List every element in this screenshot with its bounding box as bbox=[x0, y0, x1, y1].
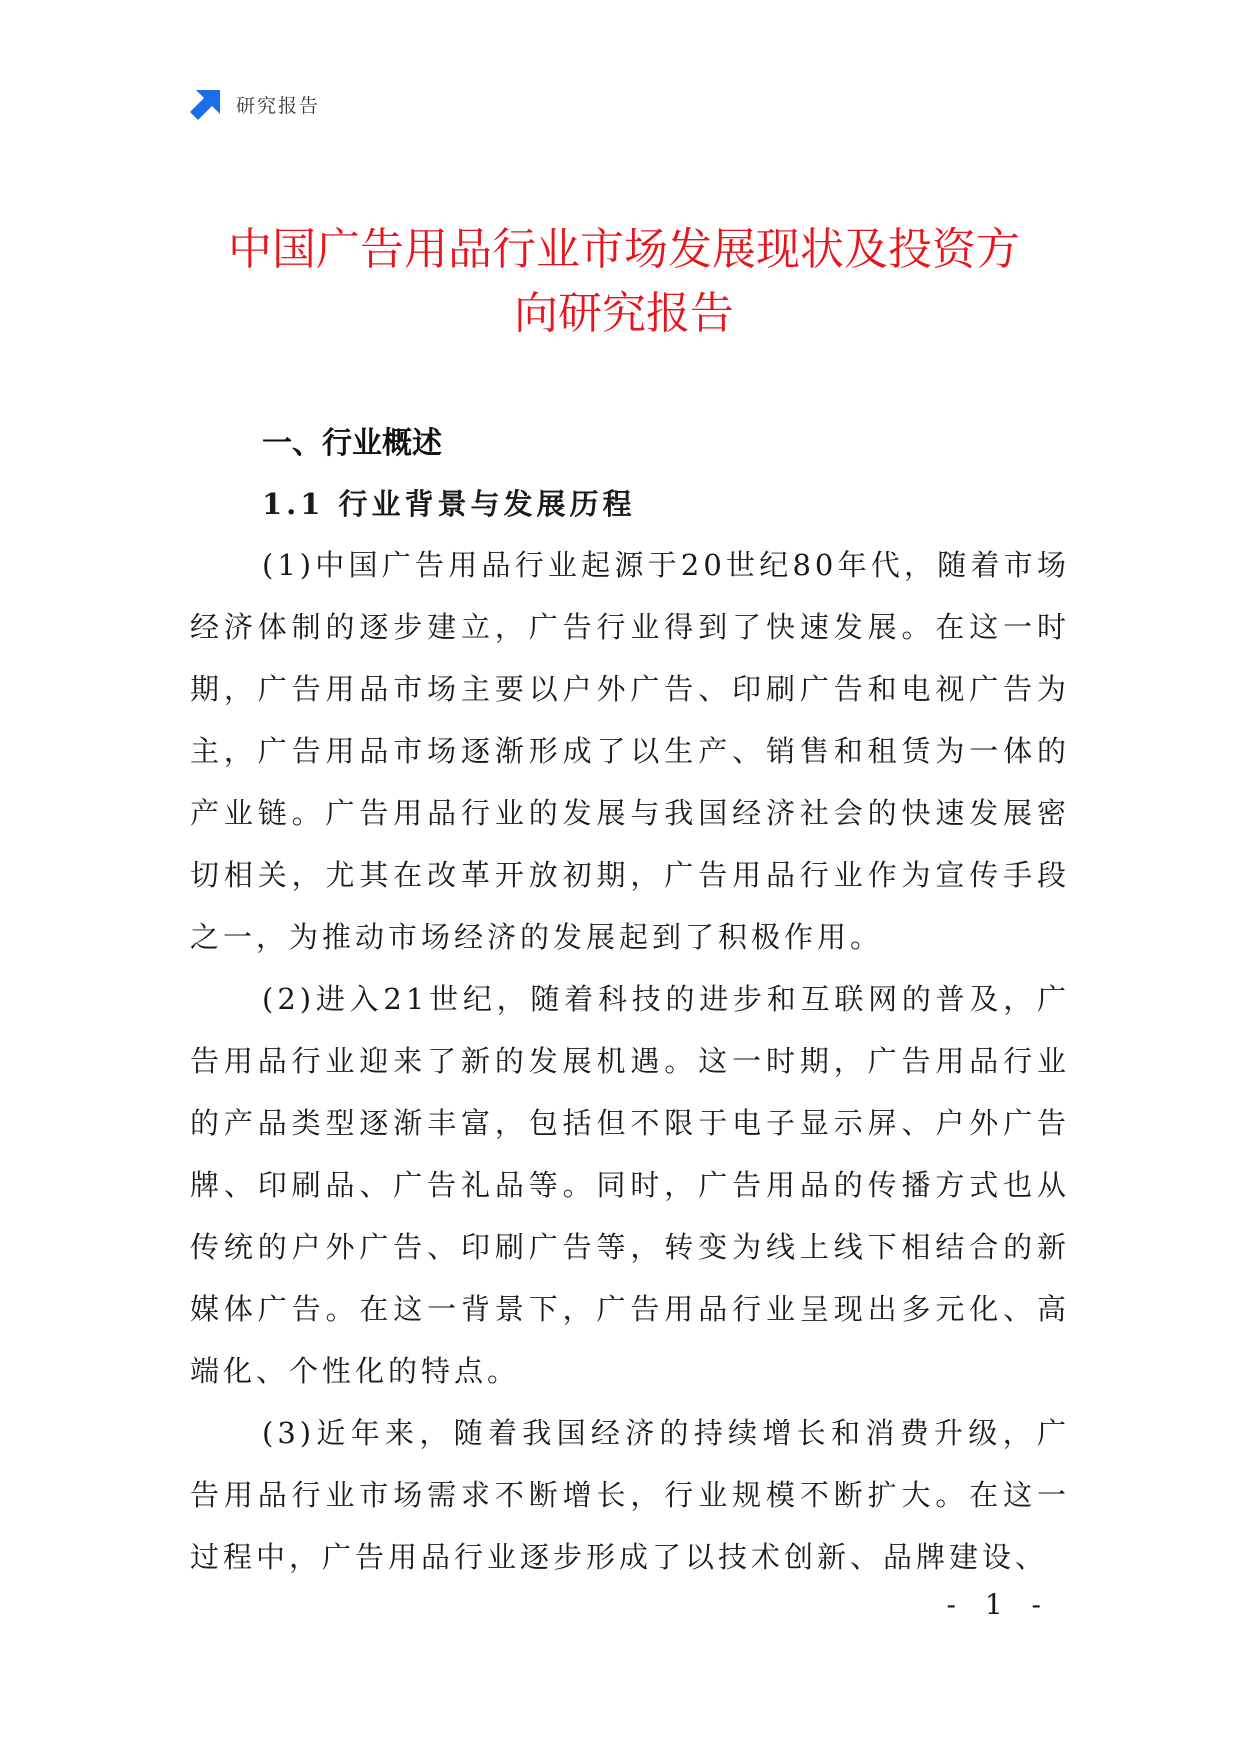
title-line-1: 中国广告用品行业市场发展现状及投资方 bbox=[228, 224, 1020, 275]
header-label: 研究报告 bbox=[236, 94, 321, 117]
paragraph-3: (3)近年来，随着我国经济的持续增长和消费升级，广告用品行业市场需求不断增长，行业规模不断扩大。在这一过程中，广告用品行业逐步形成了以技术创新、品牌建设、 bbox=[190, 1416, 1070, 1574]
arrow-up-right-logo-icon bbox=[190, 88, 222, 120]
document-title bbox=[190, 218, 1058, 346]
paragraph-2: (2)进入21世纪，随着科技的进步和互联网的普及，广告用品行业迎来了新的发展机遇。这一时期，广告用品行业的产品类型逐渐丰富，包括但不限于电子显示屏、户外广告牌、印刷品、广告礼品等。同时，广告用品的传播方式也从传统的户外广告、印刷广告等，转变为线上线下相结合的新媒体广告。在这一背景下，广告用品行业呈现出多元化、高端化、个性化的特点。 bbox=[190, 982, 1070, 1388]
title-line-2: 向研究报告 bbox=[514, 288, 734, 339]
document-body bbox=[190, 534, 1070, 1588]
subsection-heading: 1.1 行业背景与发展历程 bbox=[262, 487, 636, 521]
page-number: - 1 - bbox=[946, 1588, 1051, 1621]
paragraph-1: (1)中国广告用品行业起源于20世纪80年代，随着市场经济体制的逐步建立，广告行业得到了快速发展。在这一时期，广告用品市场主要以户外广告、印刷广告和电视广告为主，广告用品市场逐渐形成了以生产、销售和租赁为一体的产业链。广告用品行业的发展与我国经济社会的快速发展密切相关，尤其在改革开放初期，广告用品行业作为宣传手段之一，为推动市场经济的发展起到了积极作用。 bbox=[190, 548, 1070, 954]
section-heading: 一、行业概述 bbox=[262, 426, 442, 461]
page-header bbox=[190, 88, 320, 120]
